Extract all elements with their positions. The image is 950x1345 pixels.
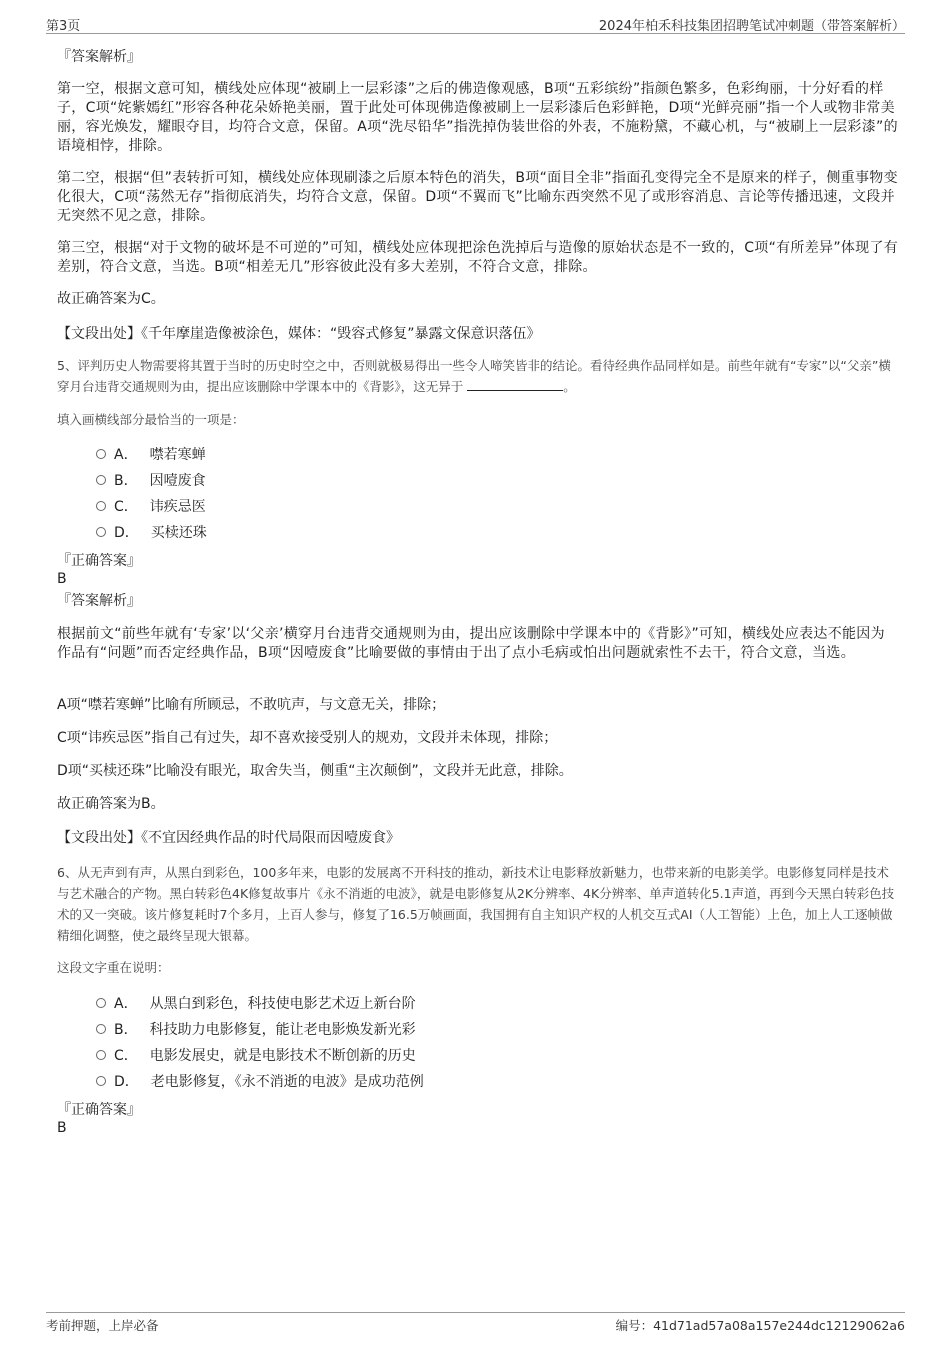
question-5-prompt: 填入画横线部分最恰当的一项是： bbox=[57, 412, 245, 427]
page-number: 第3页 bbox=[46, 19, 81, 34]
analysis-heading: 『答案解析』 bbox=[57, 593, 141, 609]
q5-option-a[interactable]: A． 噤若寒蝉 bbox=[96, 446, 206, 464]
q5-option-d[interactable]: D． 买椟还珠 bbox=[96, 524, 207, 542]
analysis-paragraph-2: 第二空，根据“但”表转折可知，横线处应体现刷漆之后原本特色的消失，B项“面目全非”指面孔变得完全不是原来的样子，侧重事物变化很大，C项“荡然无存”指彻底消失，均符合文意，保留。D项“不翼而飞”比喻东西突然不见了或形容消息、言论等传播迅速，文段并无突然不见之意，排除。 bbox=[57, 170, 898, 224]
q6-option-c[interactable]: C． 电影发展史，就是电影技术不断创新的历史 bbox=[96, 1047, 416, 1065]
q6-option-a[interactable]: A． 从黑白到彩色，科技使电影艺术迈上新台阶 bbox=[96, 995, 416, 1013]
question-5-text: 5、评判历史人物需要将其置于当时的历史时空之中，否则就极易得出一些令人啼笑皆非的结论。看待经典作品同样如是。前些年就有“专家”以“父亲”横穿月台违背交通规则为由，提出应该删除中学课本中的《背影》，这无异于 bbox=[57, 358, 891, 394]
q6-option-d[interactable]: D． 老电影修复，《永不消逝的电波》是成功范例 bbox=[96, 1073, 424, 1091]
analysis-heading: 『答案解析』 bbox=[57, 49, 141, 65]
analysis-conclusion: 故正确答案为C。 bbox=[57, 291, 165, 307]
question-6-stem: 6、从无声到有声，从黑白到彩色，100多年来，电影的发展离不开科技的推动，新技术让电影释放新魅力，也带来新的电影美学。电影修复同样是技术与艺术融合的产物。黑白转彩色4K修复故事片《永不消逝的电波》，就是电影修复从2K分辨率、4K分辨率、单声道转化5.1声道，再到今天黑白转彩色技术的又一突破。该片修复耗时7个多月，上百人参与，修复了16.5万帧画面，我国拥有自主知识产权的人机交互式AI（人工智能）上色，加上人工逐帧做精细化调整，使之最终呈现大银幕。 bbox=[57, 865, 895, 943]
question-5-stem bbox=[57, 355, 899, 397]
radio-icon[interactable] bbox=[96, 475, 106, 485]
q5-option-b[interactable]: B． 因噎废食 bbox=[96, 472, 206, 490]
radio-icon[interactable] bbox=[96, 998, 106, 1008]
analysis-paragraph-3: 第三空，根据“对于文物的破坏是不可逆的”可知，横线处应体现把涂色洗掉后与造像的原始状态是不一致的，C项“有所差异”体现了有差别，符合文意，当选。B项“相差无几”形容彼此没有多大差别，不符合文意，排除。 bbox=[57, 240, 899, 275]
fill-in-blank bbox=[467, 378, 563, 391]
correct-answer: B bbox=[57, 1120, 67, 1136]
q5-source-citation: 【文段出处】《不宜因经典作品的时代局限而因噎废食》 bbox=[57, 830, 400, 846]
q5-option-c[interactable]: C． 讳疾忌医 bbox=[96, 498, 206, 516]
question-6-prompt: 这段文字重在说明： bbox=[57, 960, 170, 975]
radio-icon[interactable] bbox=[96, 527, 106, 537]
radio-icon[interactable] bbox=[96, 1050, 106, 1060]
correct-answer-heading: 『正确答案』 bbox=[57, 1102, 141, 1118]
q6-option-b[interactable]: B． 科技助力电影修复，能让老电影焕发新光彩 bbox=[96, 1021, 416, 1039]
correct-answer: B bbox=[57, 571, 67, 587]
q5-analysis-conclusion: 故正确答案为B。 bbox=[57, 796, 165, 812]
page-header bbox=[46, 15, 905, 34]
correct-answer-heading: 『正确答案』 bbox=[57, 553, 141, 569]
analysis-paragraph-1: 第一空，根据文意可知，横线处应体现“被刷上一层彩漆”之后的佛造像观感，B项“五彩缤纷”指颜色繁多，色彩绚丽，十分好看的样子，C项“姹紫嫣红”形容各种花朵娇艳美丽，置于此处可体现佛造像被刷上一层彩漆后色彩鲜艳，D项“光鲜亮丽”指一个人或物非常美丽，容光焕发，耀眼夺目，均符合文意，保留。A项“洗尽铅华”指洗掉伪装世俗的外表，不施粉黛，不藏心机，与“被刷上一层彩漆”的语境相悖，排除。 bbox=[57, 81, 898, 154]
radio-icon[interactable] bbox=[96, 1024, 106, 1034]
q5-analysis-4: D项“买椟还珠”比喻没有眼光，取舍失当，侧重“主次颠倒”，文段并无此意，排除。 bbox=[57, 763, 573, 779]
q5-analysis-3: C项“讳疾忌医”指自己有过失，却不喜欢接受别人的规劝，文段并未体现，排除； bbox=[57, 730, 558, 746]
document-title: 2024年柏禾科技集团招聘笔试冲刺题（带答案解析） bbox=[598, 19, 905, 34]
document-code: 编号：41d71ad57a08a157e244dc12129062a6 bbox=[615, 1318, 905, 1333]
footer-slogan: 考前押题，上岸必备 bbox=[46, 1318, 159, 1333]
radio-icon[interactable] bbox=[96, 1076, 106, 1086]
q5-analysis-1: 根据前文“前些年就有‘专家’以‘父亲’横穿月台违背交通规则为由，提出应该删除中学课本中的《背影》”可知，横线处应表达不能因为作品有“问题”而否定经典作品，B项“因噎废食”比喻要做的事情由于出了点小毛病或怕出问题就索性不去干，符合文意，当选。 bbox=[57, 626, 885, 661]
page-footer bbox=[46, 1312, 905, 1333]
q5-analysis-2: A项“噤若寒蝉”比喻有所顾忌，不敢吭声，与文意无关，排除； bbox=[57, 697, 446, 713]
source-citation: 【文段出处】《千年摩崖造像被涂色，媒体：“毁容式修复”暴露文保意识落伍》 bbox=[57, 326, 541, 342]
radio-icon[interactable] bbox=[96, 501, 106, 511]
radio-icon[interactable] bbox=[96, 449, 106, 459]
question-5-end: 。 bbox=[563, 379, 576, 394]
